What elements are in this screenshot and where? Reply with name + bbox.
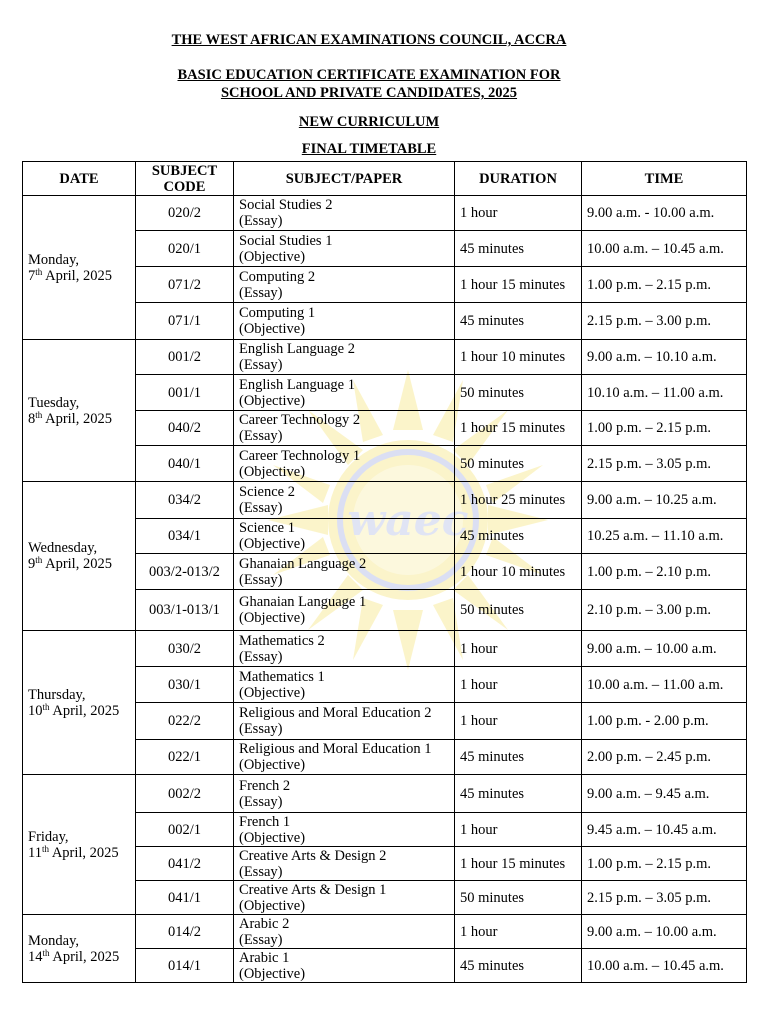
duration-cell: 1 hour [455, 667, 582, 703]
paper-type: (Essay) [239, 931, 283, 948]
paper-type: (Essay) [239, 500, 283, 516]
time-cell: 10.00 a.m. – 10.45 a.m. [582, 231, 747, 267]
subject-paper-cell [234, 375, 455, 411]
time-cell: 9.00 a.m. – 10.25 a.m. [582, 482, 747, 519]
subject-paper-cell [234, 847, 455, 881]
subject-paper-cell [234, 590, 455, 631]
duration-cell: 50 minutes [455, 590, 582, 631]
duration-cell: 45 minutes [455, 949, 582, 983]
date-weekday: Tuesday, [28, 394, 80, 411]
timetable-table [22, 161, 747, 983]
table-row [23, 915, 747, 949]
paper-type: (Objective) [239, 757, 306, 773]
subject-paper-cell [234, 267, 455, 303]
subject-paper-cell [234, 740, 455, 775]
subject-code-cell: 002/1 [136, 813, 234, 847]
paper-type: (Objective) [239, 829, 306, 846]
subject-paper-cell [234, 196, 455, 231]
timetable-body [23, 196, 747, 983]
time-cell: 2.15 p.m. – 3.05 p.m. [582, 446, 747, 482]
table-row [23, 482, 747, 519]
date-cell [23, 196, 136, 340]
subject-paper-cell [234, 915, 455, 949]
time-cell: 9.00 a.m. – 9.45 a.m. [582, 775, 747, 813]
subject-paper-cell [234, 411, 455, 446]
duration-cell: 1 hour [455, 813, 582, 847]
paper-type: (Objective) [239, 897, 306, 914]
subject-name: English Language 1 [239, 376, 355, 393]
subject-paper-cell [234, 446, 455, 482]
paper-type: (Essay) [239, 648, 283, 665]
time-cell: 1.00 p.m. – 2.15 p.m. [582, 411, 747, 446]
time-cell: 2.00 p.m. – 2.45 p.m. [582, 740, 747, 775]
subject-name: Science 2 [239, 484, 295, 500]
table-row [23, 340, 747, 375]
duration-cell: 1 hour [455, 631, 582, 667]
date-day-suffix: th [42, 947, 50, 958]
time-cell: 10.00 a.m. – 10.45 a.m. [582, 949, 747, 983]
time-cell: 10.10 a.m. – 11.00 a.m. [582, 375, 747, 411]
duration-cell: 1 hour 15 minutes [455, 267, 582, 303]
date-month-year: April, 2025 [51, 844, 119, 861]
subject-name: Career Technology 2 [239, 412, 361, 428]
exam-title-line1: BASIC EDUCATION CERTIFICATE EXAMINATION FOR [177, 67, 561, 83]
paper-type: (Objective) [239, 392, 306, 409]
subject-paper-cell [234, 519, 455, 554]
date-day: 9 [28, 556, 36, 572]
subject-code-cell: 003/2-013/2 [136, 554, 234, 590]
subject-code-cell: 003/1-013/1 [136, 590, 234, 631]
paper-type: (Essay) [239, 863, 283, 880]
subject-name: Mathematics 2 [239, 632, 325, 649]
paper-type: (Essay) [239, 793, 283, 810]
subject-code-cell: 030/1 [136, 667, 234, 703]
duration-cell: 1 hour 15 minutes [455, 411, 582, 446]
time-cell: 1.00 p.m. – 2.15 p.m. [582, 847, 747, 881]
subject-code-cell: 014/1 [136, 949, 234, 983]
subject-code-cell: 001/2 [136, 340, 234, 375]
date-day-suffix: th [42, 701, 50, 712]
duration-cell: 1 hour 10 minutes [455, 554, 582, 590]
date-day: 7 [28, 267, 36, 284]
subject-name: Mathematics 1 [239, 668, 325, 685]
subject-name: Creative Arts & Design 1 [239, 881, 387, 898]
paper-type: (Essay) [239, 213, 283, 229]
paper-type: (Essay) [239, 721, 283, 737]
time-cell: 1.00 p.m. – 2.10 p.m. [582, 554, 747, 590]
subject-paper-cell [234, 340, 455, 375]
date-cell [23, 631, 136, 775]
time-cell: 2.10 p.m. – 3.00 p.m. [582, 590, 747, 631]
date-month-year: April, 2025 [52, 702, 120, 719]
time-cell: 9.00 a.m. – 10.00 a.m. [582, 915, 747, 949]
date-weekday: Thursday, [28, 686, 86, 703]
council-title: THE WEST AFRICAN EXAMINATIONS COUNCIL, ACCRA [171, 32, 567, 48]
date-weekday: Monday, [28, 251, 80, 268]
date-cell [23, 915, 136, 983]
paper-type: (Objective) [239, 684, 306, 701]
exam-title-line2: SCHOOL AND PRIVATE CANDIDATES, 2025 [220, 85, 518, 101]
date-month-year: April, 2025 [45, 267, 112, 284]
paper-type: (Objective) [239, 463, 306, 480]
subject-code-cell: 022/2 [136, 703, 234, 740]
subject-code-cell: 030/2 [136, 631, 234, 667]
subject-name: Social Studies 1 [239, 232, 333, 249]
watermark-text: waec [347, 495, 469, 546]
subject-paper-cell [234, 881, 455, 915]
date-weekday: Wednesday, [28, 540, 98, 556]
time-cell: 2.15 p.m. – 3.05 p.m. [582, 881, 747, 915]
subject-code-cell: 014/2 [136, 915, 234, 949]
subject-paper-cell [234, 775, 455, 813]
time-cell: 9.45 a.m. – 10.45 a.m. [582, 813, 747, 847]
time-cell: 2.15 p.m. – 3.00 p.m. [582, 303, 747, 340]
subject-code-cell: 040/1 [136, 446, 234, 482]
subject-paper-cell [234, 813, 455, 847]
date-day-suffix: th [35, 555, 43, 565]
table-row [23, 631, 747, 667]
duration-cell: 45 minutes [455, 303, 582, 340]
date-cell [23, 482, 136, 631]
column-header-subject-code-line1: SUBJECT [151, 162, 218, 179]
subject-name: Ghanaian Language 1 [239, 594, 367, 610]
date-month-year: April, 2025 [52, 948, 120, 965]
subject-code-cell: 034/2 [136, 482, 234, 519]
duration-cell: 1 hour [455, 703, 582, 740]
date-cell [23, 775, 136, 915]
duration-cell: 1 hour 10 minutes [455, 340, 582, 375]
column-header-subject-paper: SUBJECT/PAPER [234, 162, 455, 196]
subject-paper-cell [234, 554, 455, 590]
duration-cell: 1 hour 25 minutes [455, 482, 582, 519]
paper-type: (Objective) [239, 536, 306, 552]
subject-code-cell: 040/2 [136, 411, 234, 446]
time-cell: 9.00 a.m. – 10.00 a.m. [582, 631, 747, 667]
date-weekday: Friday, [28, 828, 69, 845]
table-row [23, 196, 747, 231]
subject-paper-cell [234, 949, 455, 983]
column-header-time: TIME [582, 162, 747, 196]
table-row [23, 775, 747, 813]
date-month-year: April, 2025 [45, 556, 112, 572]
date-month-year: April, 2025 [45, 410, 112, 427]
time-cell: 1.00 p.m. - 2.00 p.m. [582, 703, 747, 740]
duration-cell: 50 minutes [455, 446, 582, 482]
subject-name: Arabic 1 [239, 949, 290, 966]
subject-name: Religious and Moral Education 2 [239, 705, 432, 721]
subject-name: French 1 [239, 813, 291, 830]
subject-name: Science 1 [239, 520, 295, 536]
date-cell [23, 340, 136, 482]
paper-type: (Objective) [239, 321, 306, 337]
subject-code-cell: 022/1 [136, 740, 234, 775]
paper-type: (Objective) [239, 965, 306, 982]
subject-name: Computing 2 [239, 268, 316, 285]
time-cell: 9.00 a.m. – 10.10 a.m. [582, 340, 747, 375]
subject-paper-cell [234, 231, 455, 267]
subject-code-cell: 034/1 [136, 519, 234, 554]
paper-type: (Essay) [239, 571, 283, 588]
subject-name: Computing 1 [239, 305, 316, 321]
subject-name: French 2 [239, 777, 291, 794]
subject-code-cell: 020/1 [136, 231, 234, 267]
subject-code-cell: 020/2 [136, 196, 234, 231]
duration-cell: 1 hour [455, 196, 582, 231]
subject-name: Social Studies 2 [239, 197, 333, 213]
date-day: 8 [28, 410, 36, 427]
subject-name: Creative Arts & Design 2 [239, 847, 387, 864]
duration-cell: 45 minutes [455, 775, 582, 813]
curriculum-title: NEW CURRICULUM [298, 114, 440, 130]
paper-type: (Essay) [239, 428, 283, 444]
time-cell: 10.00 a.m. – 11.00 a.m. [582, 667, 747, 703]
subject-name: Career Technology 1 [239, 447, 361, 464]
paper-type: (Essay) [239, 357, 283, 373]
timetable-title: FINAL TIMETABLE [301, 141, 437, 157]
subject-code-cell: 041/1 [136, 881, 234, 915]
paper-type: (Objective) [239, 248, 306, 265]
subject-paper-cell [234, 482, 455, 519]
duration-cell: 45 minutes [455, 519, 582, 554]
duration-cell: 50 minutes [455, 881, 582, 915]
subject-paper-cell [234, 703, 455, 740]
subject-name: Religious and Moral Education 1 [239, 741, 432, 757]
column-header-date: DATE [23, 162, 136, 196]
subject-paper-cell [234, 303, 455, 340]
duration-cell: 45 minutes [455, 231, 582, 267]
date-day: 10 [28, 702, 43, 719]
date-day-suffix: th [35, 409, 43, 420]
subject-paper-cell [234, 631, 455, 667]
duration-cell: 45 minutes [455, 740, 582, 775]
column-header-subject-code [136, 162, 234, 196]
duration-cell: 1 hour 15 minutes [455, 847, 582, 881]
subject-name: Ghanaian Language 2 [239, 555, 367, 572]
date-weekday: Monday, [28, 932, 80, 949]
date-day-suffix: th [35, 266, 43, 277]
subject-paper-cell [234, 667, 455, 703]
subject-code-cell: 041/2 [136, 847, 234, 881]
date-day-suffix: th [41, 843, 49, 854]
duration-cell: 1 hour [455, 915, 582, 949]
paper-type: (Essay) [239, 284, 283, 301]
date-day: 14 [28, 948, 43, 965]
subject-code-cell: 002/2 [136, 775, 234, 813]
subject-name: English Language 2 [239, 341, 355, 357]
column-header-duration: DURATION [455, 162, 582, 196]
time-cell: 1.00 p.m. – 2.15 p.m. [582, 267, 747, 303]
time-cell: 9.00 a.m. - 10.00 a.m. [582, 196, 747, 231]
column-header-subject-code-line2: CODE [163, 178, 206, 195]
subject-name: Arabic 2 [239, 915, 290, 932]
subject-code-cell: 071/2 [136, 267, 234, 303]
duration-cell: 50 minutes [455, 375, 582, 411]
table-header-row [23, 162, 747, 196]
date-day: 11 [28, 844, 42, 861]
paper-type: (Objective) [239, 610, 306, 626]
subject-code-cell: 071/1 [136, 303, 234, 340]
time-cell: 10.25 a.m. – 11.10 a.m. [582, 519, 747, 554]
subject-code-cell: 001/1 [136, 375, 234, 411]
